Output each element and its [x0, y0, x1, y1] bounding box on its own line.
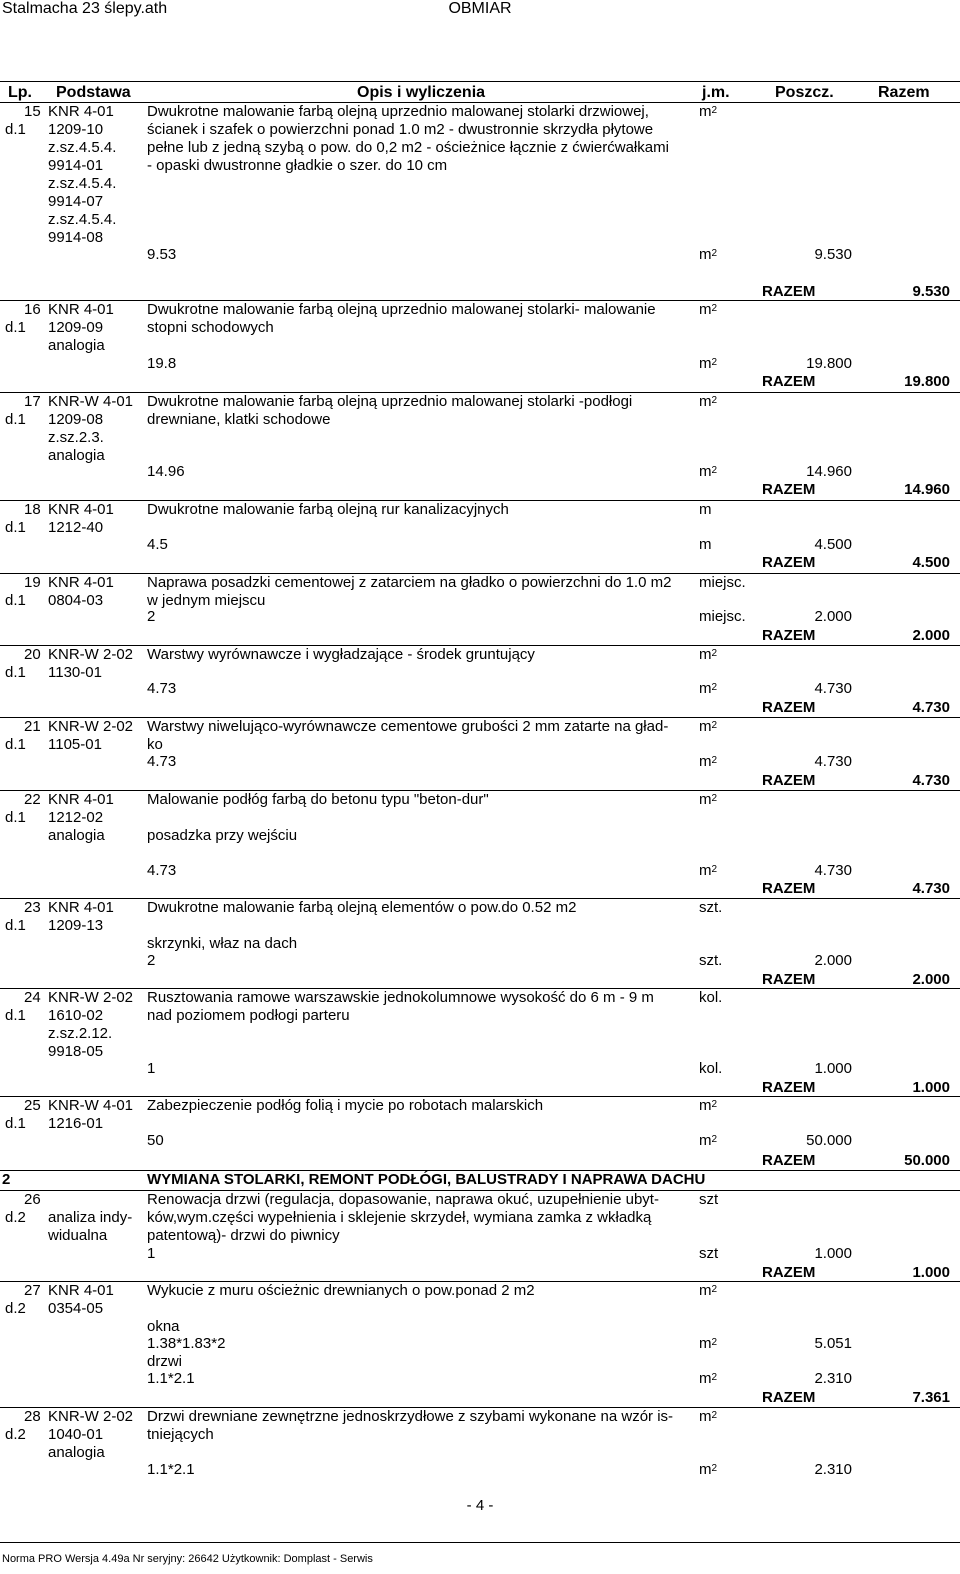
row-separator [0, 1096, 960, 1097]
base-code: 1212-02 [48, 809, 104, 826]
calc-expression: 4.73 [147, 680, 177, 697]
calc-expression: 1 [147, 1245, 156, 1262]
description-line: - opaski dwustronne gładkie o szer. do 10 cm [147, 157, 448, 174]
calc-unit: $m^2$ [699, 246, 718, 263]
description-line: Naprawa posadzki cementowej z zatarciem na gładko o powierzchni do 1.0 m2 [147, 574, 672, 591]
description-line: Dwukrotne malowanie farbą olejną uprzednio malowanej stolarki- malowanie [147, 301, 656, 318]
row-separator [0, 988, 960, 989]
header-top-rule [0, 81, 960, 82]
calc-unit: $m^2$ [699, 680, 718, 697]
razem-label: RAZEM [762, 627, 816, 644]
description-line: patentową)- drzwi do piwnicy [147, 1227, 340, 1244]
description-line: pełne lub z jedną szybą o pow. do 0,2 m2 - ościeżnice łącznie z ćwierćwałkami [147, 139, 669, 156]
base-code: 9914-08 [48, 229, 104, 246]
razem-value: 1.000 [912, 1264, 950, 1281]
row-section: d.1 [5, 809, 26, 826]
calc-value: 50.000 [806, 1132, 852, 1149]
description-line: tniejących [147, 1426, 214, 1443]
razem-value: 50.000 [904, 1152, 950, 1169]
row-number: 22 [24, 791, 41, 808]
unit: miejsc. [699, 574, 746, 591]
description-line: Dwukrotne malowanie farbą olejną rur kanalizacyjnych [147, 501, 509, 518]
base-code: KNR 4-01 [48, 301, 114, 318]
razem-label: RAZEM [762, 699, 816, 716]
razem-value: 4.500 [912, 554, 950, 571]
description-line: ścianek i szafek o powierzchni ponad 1.0 m2 - dwustronnie skrzydła płytowe [147, 121, 654, 138]
row-separator [0, 500, 960, 501]
row-section: d.1 [5, 736, 26, 753]
section-number: 2 [2, 1171, 11, 1188]
row-section: d.2 [5, 1426, 26, 1443]
unit-exponent: 2 [711, 682, 718, 693]
row-number: 28 [24, 1408, 41, 1425]
row-number: 18 [24, 501, 41, 518]
unit: $m^2$ [699, 1097, 718, 1114]
base-code: z.sz.4.5.4. [48, 175, 117, 192]
row-section: d.1 [5, 411, 26, 428]
base-code: 1610-02 [48, 1007, 104, 1024]
base-code: 1130-01 [48, 664, 102, 681]
row-section: d.1 [5, 519, 26, 536]
row-number: 16 [24, 301, 41, 318]
base-code: analogia [48, 1444, 105, 1461]
unit: $m^2$ [699, 646, 718, 663]
base-code: KNR-W 2-02 [48, 718, 134, 735]
base-code: 0804-03 [48, 592, 104, 609]
calc-value: 19.800 [806, 355, 852, 372]
unit: $m^2$ [699, 1408, 718, 1425]
base-code: analogia [48, 827, 105, 844]
calc-value: 2.310 [814, 1370, 852, 1387]
calc-expression: 2 [147, 952, 156, 969]
base-code: 1212-40 [48, 519, 104, 536]
row-separator [0, 790, 960, 791]
description-line: drewniane, klatki schodowe [147, 411, 331, 428]
razem-value: 4.730 [912, 880, 950, 897]
row-number: 15 [24, 103, 41, 120]
calc-value: 2.000 [814, 608, 852, 625]
unit: $m^2$ [699, 301, 718, 318]
description-line: Wykucie z muru ościeżnic drewnianych o pow.ponad 2 m2 [147, 1282, 535, 1299]
calc-unit: $m^2$ [699, 1335, 718, 1352]
col-razem: Razem [878, 84, 930, 101]
unit-exponent: 2 [711, 1337, 718, 1348]
col-poszcz: Poszcz. [775, 84, 834, 101]
base-code: analogia [48, 337, 105, 354]
razem-label: RAZEM [762, 971, 816, 988]
calc-unit: $m^2$ [699, 753, 718, 770]
row-number: 20 [24, 646, 41, 663]
unit: szt. [699, 899, 723, 916]
base-code: z.sz.4.5.4. [48, 211, 117, 228]
unit-exponent: 2 [711, 105, 718, 116]
base-code: KNR-W 2-02 [48, 989, 134, 1006]
calc-expression: 1.1*2.1 [147, 1461, 195, 1478]
row-section: d.1 [5, 592, 26, 609]
description-line: nad poziomem podłogi parteru [147, 1007, 350, 1024]
razem-label: RAZEM [762, 1389, 816, 1406]
base-code: KNR-W 4-01 [48, 393, 134, 410]
row-section: d.2 [5, 1300, 26, 1317]
row-number: 23 [24, 899, 41, 916]
description-line: Dwukrotne malowanie farbą olejną uprzednio malowanej stolarki drzwiowej, [147, 103, 649, 120]
base-code: z.sz.2.12. [48, 1025, 113, 1042]
file-name: Stalmacha 23 ślepy.ath [2, 0, 168, 17]
row-separator [0, 898, 960, 899]
calc-value: 5.051 [814, 1335, 852, 1352]
base-code: z.sz.2.3. [48, 429, 104, 446]
calc-value: 14.960 [806, 463, 852, 480]
row-section: d.1 [5, 1007, 26, 1024]
razem-label: RAZEM [762, 283, 816, 300]
calc-value: 2.310 [814, 1461, 852, 1478]
row-separator [0, 717, 960, 718]
software-footer: Norma PRO Wersja 4.49a Nr seryjny: 26642 Użytkownik: Domplast - Serwis [2, 1553, 373, 1565]
unit: $m^2$ [699, 791, 718, 808]
page-header [0, 0, 960, 36]
row-number: 19 [24, 574, 41, 591]
razem-value: 19.800 [904, 373, 950, 390]
row-section: d.2 [5, 1209, 26, 1226]
unit-exponent: 2 [711, 1463, 718, 1474]
calc-value: 4.730 [814, 753, 852, 770]
razem-value: 1.000 [912, 1079, 950, 1096]
base-code: 1209-13 [48, 917, 104, 934]
calc-expression: 4.73 [147, 862, 177, 879]
row-number: 24 [24, 989, 41, 1006]
description-line: posadzka przy wejściu [147, 827, 298, 844]
base-code: 9914-07 [48, 193, 104, 210]
base-code: KNR 4-01 [48, 791, 114, 808]
calc-expression: 4.5 [147, 536, 168, 553]
base-code: KNR 4-01 [48, 899, 114, 916]
razem-label: RAZEM [762, 481, 816, 498]
description-line: Warstwy niwelująco-wyrównawcze cementowe grubości 2 mm zatarte na gład- [147, 718, 669, 735]
base-code: 1040-01 [48, 1426, 104, 1443]
description-line: ko [147, 736, 163, 753]
unit-exponent: 2 [711, 755, 718, 766]
razem-value: 14.960 [904, 481, 950, 498]
unit: $m^2$ [699, 393, 718, 410]
description-line: skrzynki, właz na dach [147, 935, 298, 952]
base-code: analiza indy- [48, 1209, 133, 1226]
base-code: KNR-W 2-02 [48, 1408, 134, 1425]
razem-value: 2.000 [912, 971, 950, 988]
base-code: z.sz.4.5.4. [48, 139, 117, 156]
row-separator [0, 573, 960, 574]
description-line: Drzwi drewniane zewnętrzne jednoskrzydłowe z szybami wykonane na wzór is- [147, 1408, 674, 1425]
row-separator [0, 300, 960, 301]
calc-expression: 1.1*2.1 [147, 1370, 195, 1387]
calc-value: 2.000 [814, 952, 852, 969]
col-lp: Lp. [8, 84, 32, 101]
footer-rule [0, 1542, 960, 1543]
base-code: 0354-05 [48, 1300, 104, 1317]
base-code: 9914-01 [48, 157, 104, 174]
calc-unit: $m^2$ [699, 862, 718, 879]
sub-label: okna [147, 1318, 180, 1335]
unit-exponent: 2 [711, 1284, 718, 1295]
unit-exponent: 2 [711, 864, 718, 875]
calc-value: 1.000 [814, 1060, 852, 1077]
unit-exponent: 2 [711, 465, 718, 476]
unit: $m^2$ [699, 1282, 718, 1299]
description-line: w jednym miejscu [147, 592, 266, 609]
calc-unit: m [699, 536, 712, 553]
base-code: KNR 4-01 [48, 574, 114, 591]
calc-unit: miejsc. [699, 608, 746, 625]
unit-exponent: 2 [711, 303, 718, 314]
calc-unit: $m^2$ [699, 1370, 718, 1387]
razem-label: RAZEM [762, 554, 816, 571]
unit-exponent: 2 [711, 1372, 718, 1383]
col-podstawa: Podstawa [56, 84, 131, 101]
razem-label: RAZEM [762, 373, 816, 390]
unit-exponent: 2 [711, 793, 718, 804]
description-line: Dwukrotne malowanie farbą olejną elementów o pow.do 0.52 m2 [147, 899, 577, 916]
description-line: Renowacja drzwi (regulacja, dopasowanie, naprawa okuć, uzupełnienie ubyt- [147, 1191, 659, 1208]
row-number: 26 [24, 1191, 41, 1208]
calc-value: 1.000 [814, 1245, 852, 1262]
razem-value: 7.361 [912, 1389, 950, 1406]
calc-value: 4.730 [814, 862, 852, 879]
row-separator [0, 392, 960, 393]
section-title: WYMIANA STOLARKI, REMONT PODŁÓGI, BALUSTRADY I NAPRAWA DACHU [147, 1171, 706, 1188]
calc-unit: $m^2$ [699, 1132, 718, 1149]
row-separator [0, 102, 960, 103]
unit: $m^2$ [699, 718, 718, 735]
row-number: 21 [24, 718, 41, 735]
calc-unit: $m^2$ [699, 355, 718, 372]
razem-value: 2.000 [912, 627, 950, 644]
calc-expression: 1.38*1.83*2 [147, 1335, 226, 1352]
row-section: d.1 [5, 319, 26, 336]
unit-exponent: 2 [711, 1410, 718, 1421]
calc-expression: 14.96 [147, 463, 185, 480]
base-code: analogia [48, 447, 105, 464]
base-code: 1216-01 [48, 1115, 104, 1132]
unit-exponent: 2 [711, 357, 718, 368]
base-code: KNR 4-01 [48, 501, 114, 518]
base-code: 1209-08 [48, 411, 104, 428]
razem-label: RAZEM [762, 880, 816, 897]
col-jm: j.m. [702, 84, 730, 101]
calc-expression: 1 [147, 1060, 156, 1077]
calc-expression: 4.73 [147, 753, 177, 770]
razem-label: RAZEM [762, 772, 816, 789]
unit-exponent: 2 [711, 720, 718, 731]
col-opis: Opis i wyliczenia [357, 84, 486, 101]
calc-unit: szt [699, 1245, 719, 1262]
base-code: widualna [48, 1227, 108, 1244]
calc-expression: 19.8 [147, 355, 177, 372]
description-line: Zabezpieczenie podłóg folią i mycie po robotach malarskich [147, 1097, 544, 1114]
calc-unit: $m^2$ [699, 463, 718, 480]
unit-exponent: 2 [711, 1134, 718, 1145]
row-number: 25 [24, 1097, 41, 1114]
row-number: 17 [24, 393, 41, 410]
base-code: 1105-01 [48, 736, 102, 753]
calc-expression: 2 [147, 608, 156, 625]
unit: m [699, 501, 712, 518]
unit-exponent: 2 [711, 395, 718, 406]
unit-exponent: 2 [711, 1099, 718, 1110]
row-section: d.1 [5, 917, 26, 934]
razem-label: RAZEM [762, 1152, 816, 1169]
base-code: KNR 4-01 [48, 103, 114, 120]
base-code: 9918-05 [48, 1043, 104, 1060]
row-section: d.1 [5, 664, 26, 681]
calc-value: 9.530 [814, 246, 852, 263]
razem-value: 4.730 [912, 699, 950, 716]
razem-value: 9.530 [912, 283, 950, 300]
document-title: OBMIAR [448, 0, 512, 17]
razem-label: RAZEM [762, 1264, 816, 1281]
razem-value: 4.730 [912, 772, 950, 789]
row-separator [0, 645, 960, 646]
unit-exponent: 2 [711, 248, 718, 259]
unit: szt [699, 1191, 719, 1208]
base-code: KNR-W 4-01 [48, 1097, 134, 1114]
unit: kol. [699, 989, 723, 1006]
row-section: d.1 [5, 1115, 26, 1132]
description-line: Rusztowania ramowe warszawskie jednokolumnowe wysokość do 6 m - 9 m [147, 989, 654, 1006]
description-line: ków,wym.części wypełnienia i sklejenie skrzydeł, wymiana zamka z wkładką [147, 1209, 652, 1226]
calc-value: 4.500 [814, 536, 852, 553]
calc-unit: kol. [699, 1060, 723, 1077]
description-line: stopni schodowych [147, 319, 274, 336]
calc-unit: $m^2$ [699, 1461, 718, 1478]
calc-value: 4.730 [814, 680, 852, 697]
base-code: KNR 4-01 [48, 1282, 114, 1299]
base-code: KNR-W 2-02 [48, 646, 134, 663]
unit-exponent: 2 [711, 648, 718, 659]
sub-label: drzwi [147, 1353, 183, 1370]
page-number: - 4 - [466, 1497, 494, 1514]
row-section: d.1 [5, 121, 26, 138]
calc-unit: szt. [699, 952, 723, 969]
base-code: 1209-09 [48, 319, 104, 336]
row-number: 27 [24, 1282, 41, 1299]
description-line: Malowanie podłóg farbą do betonu typu "beton-dur" [147, 791, 489, 808]
razem-label: RAZEM [762, 1079, 816, 1096]
description-line: Dwukrotne malowanie farbą olejną uprzednio malowanej stolarki -podłogi [147, 393, 633, 410]
calc-expression: 50 [147, 1132, 164, 1149]
base-code: 1209-10 [48, 121, 104, 138]
calc-expression: 9.53 [147, 246, 177, 263]
description-line: Warstwy wyrównawcze i wygładzające - środek gruntujący [147, 646, 535, 663]
unit: $m^2$ [699, 103, 718, 120]
